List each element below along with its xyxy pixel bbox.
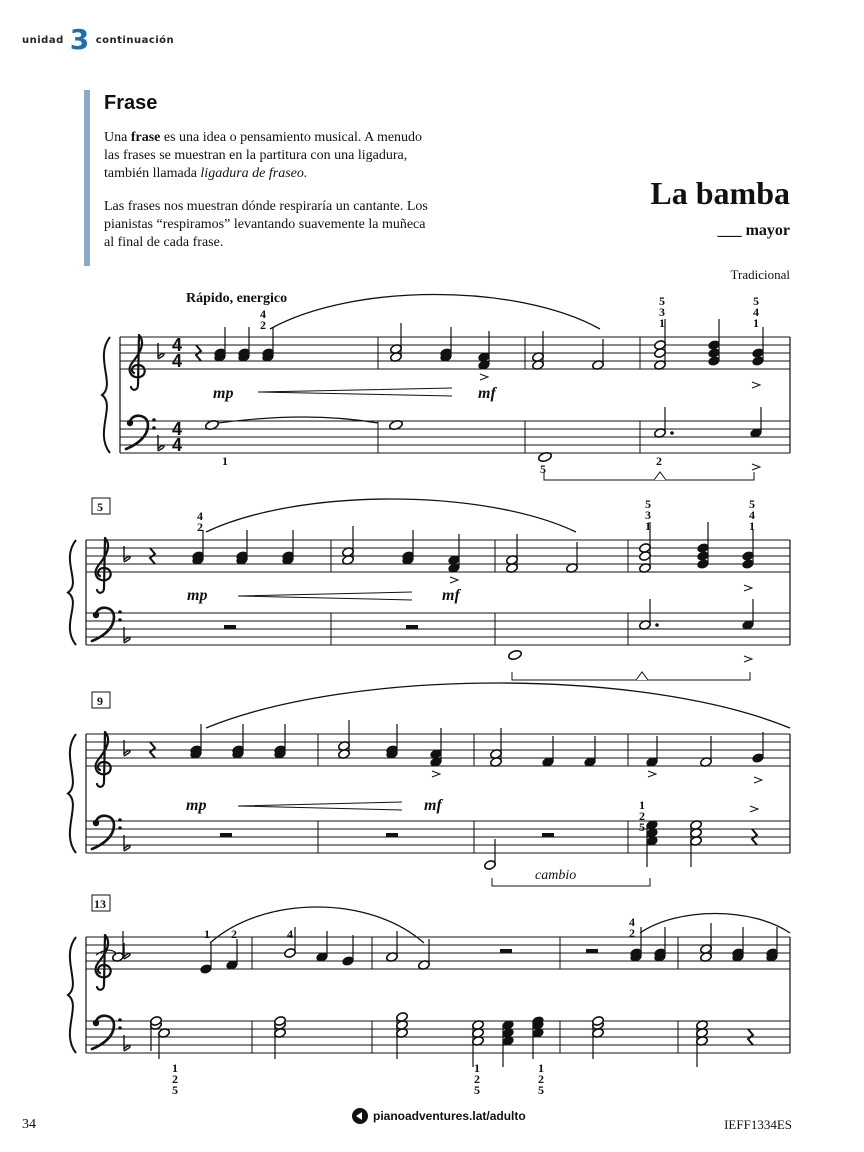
phrase-slur (270, 295, 600, 330)
treble-clef-icon (96, 538, 111, 593)
fingering-number: 2 (197, 520, 203, 534)
dynamic-marking: mp (213, 385, 234, 402)
accent-mark (750, 806, 758, 812)
accent-mark (752, 464, 760, 470)
fingering-number: 4 (260, 307, 266, 321)
dot (655, 623, 659, 627)
song-composer: Tradicional (730, 267, 790, 282)
fingering-number: 2 (629, 926, 635, 940)
dynamic-marking: mf (442, 587, 460, 604)
fingering-number: 5 (645, 497, 651, 511)
info-italic-term: ligadura de fraseo. (200, 166, 308, 181)
fingering-number: 2 (231, 927, 237, 941)
fingering-number: 5 (538, 1083, 544, 1097)
time-signature: 4 (172, 435, 183, 455)
fingering-number: 1 (172, 1061, 178, 1075)
crescendo-hairpin (258, 388, 452, 396)
fingering-number: 5 (659, 294, 665, 308)
song-title: La bamba (650, 175, 790, 211)
dot (670, 431, 674, 435)
fingering-number: 5 (749, 497, 755, 511)
tempo-marking: Rápido, energico (186, 291, 288, 306)
book-code: IEFF1334ES (724, 1117, 792, 1132)
whole-rest (500, 949, 512, 953)
whole-rest (542, 833, 554, 837)
fingering-number: 4 (287, 927, 293, 941)
audio-url[interactable]: pianoadventures.lat/adulto (373, 1109, 526, 1123)
fingering-number: 4 (629, 915, 635, 929)
info-term: frase (130, 130, 161, 145)
whole-rest (220, 833, 232, 837)
treble-clef-icon (96, 935, 111, 990)
crescendo-hairpin (238, 802, 402, 810)
accent-mark (744, 585, 752, 591)
fingering-number: 3 (645, 508, 651, 522)
speaker-icon (352, 1108, 368, 1124)
fingering-number: 1 (538, 1061, 544, 1075)
fingering-number: 2 (172, 1072, 178, 1086)
treble-clef-icon (130, 335, 145, 390)
dynamic-marking: mf (478, 385, 496, 402)
fingering-number: 5 (474, 1083, 480, 1097)
pedal-bracket (512, 672, 750, 680)
measure-number: 9 (97, 694, 103, 708)
time-signature: 4 (172, 335, 183, 355)
whole-rest (586, 949, 598, 953)
crescendo-hairpin (238, 592, 412, 600)
fingering-number: 1 (753, 316, 759, 330)
pedal-change (636, 672, 648, 680)
fingering-number: 1 (474, 1061, 480, 1075)
fingering-number: 2 (639, 809, 645, 823)
whole-rest (406, 625, 418, 629)
accent-mark (480, 374, 488, 380)
info-paragraph-1: Una frase es una idea o pensamiento musical. A menudo las frases se muestran en la partitura con una ligadura, también llamada ligadura de fraseo. (104, 130, 423, 181)
dynamic-marking: mp (187, 587, 208, 604)
unit-label: unidad (22, 34, 64, 46)
dynamic-marking: mp (186, 797, 207, 814)
grand-staff-brace (102, 337, 110, 453)
fingering-number: 3 (659, 305, 665, 319)
dynamic-marking: mf (424, 797, 442, 814)
accent-mark (744, 656, 752, 662)
unit-number: 3 (69, 23, 90, 56)
fingering-number: 5 (753, 294, 759, 308)
grand-staff-brace (68, 937, 76, 1053)
fingering-number: 1 (204, 927, 210, 941)
fingering-number: 4 (749, 508, 755, 522)
fingering-number: 2 (538, 1072, 544, 1086)
fingering-number: 1 (749, 519, 755, 533)
treble-clef-icon (96, 732, 111, 787)
audio-link[interactable] (352, 1108, 526, 1124)
page-number: 34 (22, 1117, 36, 1132)
time-signature: 4 (172, 351, 183, 371)
whole-note (508, 649, 523, 661)
fingering-number: 2 (474, 1072, 480, 1086)
info-heading: Frase (104, 92, 158, 114)
fingering-number: 2 (260, 318, 266, 332)
whole-rest (386, 833, 398, 837)
phrase-slur (206, 683, 790, 728)
accent-mark (754, 777, 762, 783)
fingering-number: 1 (639, 798, 645, 812)
pedal-change (654, 472, 666, 480)
measure-number: 5 (97, 500, 103, 514)
info-paragraph-2: Las frases nos muestran dónde respiraría un cantante. Los pianistas “respiramos” levantando suavemente la muñeca al final de cada frase. (104, 199, 428, 250)
whole-rest (224, 625, 236, 629)
phrase-slur (640, 914, 790, 934)
time-signature: 4 (172, 419, 183, 439)
fingering-number: 1 (645, 519, 651, 533)
song-key: ___ mayor (717, 222, 790, 239)
fingering-number: 2 (656, 454, 662, 468)
unit-continuation: continuación (95, 34, 175, 46)
fingering-number: 5 (540, 462, 546, 476)
phrase-slur (210, 907, 424, 943)
accent-mark (432, 771, 440, 777)
fingering-number: 1 (659, 316, 665, 330)
phrase-slur (206, 499, 576, 532)
accent-mark (450, 577, 458, 583)
fingering-number: 4 (197, 509, 203, 523)
grand-staff-brace (68, 540, 76, 645)
fingering-number: 5 (639, 820, 645, 834)
grand-staff-brace (68, 734, 76, 853)
fingering-number: 4 (753, 305, 759, 319)
accent-mark (752, 382, 760, 388)
accent-mark (648, 771, 656, 777)
fingering-number: 1 (222, 454, 228, 468)
tie (218, 417, 378, 423)
pedal-change-label: cambio (535, 868, 577, 883)
pedal-bracket (544, 472, 754, 480)
measure-number: 13 (94, 897, 106, 911)
fingering-number: 5 (172, 1083, 178, 1097)
